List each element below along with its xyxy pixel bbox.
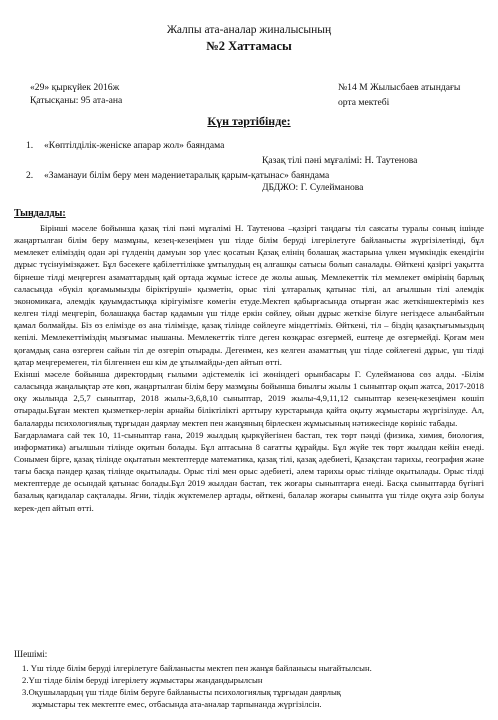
resolution-item: жұмыстары тек мектепте емес, отбасында ата-аналар тарпынанда жүргізілсін. [32,699,322,710]
attendees-count: Қатысқаны: 95 ата-ана [30,95,123,106]
resolution-item: 2.Үш тілде білім беруді ілгерілету жұмыстары жандандырылсын [22,675,263,686]
document-heading: Жалпы ата-аналар жиналысының [166,24,332,36]
resolution-item: 3.Оқушылардың үш тілде білім беруге байланысты психологиялық тұрғыдан даярлық [22,687,342,698]
school-name-line2: орта мектебі [338,97,390,108]
agenda-item-2-number: 2. [26,170,34,181]
listened-title: Тыңдалды: [14,208,66,219]
agenda-item-1-number: 1. [26,140,34,151]
listened-paragraph: Бірінші мәселе бойынша қазақ тілі пәні мұғалімі Н. Таутенова –қазіргі таңдағы тіл саясаты туралы соның ішінде жаңартылған білім беру мазмұны, кезең-кезеңімен үш тілде білім беруді ілгерілетуге байланысты жүргізілетінді, бұл мемлекет еліміздің одан әрі гүлденің дамуын зор үлес қосатын Қазақ елінің болашақ жастарына үлкен мүмкіндік екендігін дұрыс түсінуімізқажет. Бұл бәсекеге қабілеттілікке ұмтылудың ең алғашқы сатысы болып саналады. Өйткені қазіргі уақытта бірнеше тілді меңгерген азаматтардың қай ортада жұмыс істесе де жолы ашық. Мемлекеттік тіл мемлекет өмірінің барлық саласында «бүкіл қоғамымызды біріктіруші» қызметін, орыс тілі ұлтаралық қатынас тілі, ал ағылшын тілі әлемдік экономикаға, әлемдік қауымдастыққа кірігуімізге көмегін етуде.Мектеп қабырғасында отырған жас жеткіншектеріміз кез келген тілді меңгеріп, болашаққа бастар қадамын үш тілде еркін сөйлеу, ойын дұрыс жеткізе білуге негіздесе алынбайтын қамал болмайды. Біз өз елімізде өз ана тілімізде, қазақ тілінде сөйлеуге міндеттіміз. Өйткені, тіл – біздің қазақтығымыздың кепілі. Мемлекеттіміздің мызғымас нышаны. Мемлекеттік тілге деген көзқарас өзгермей, ештеңе де өзгермейді. Қоғам мен қоғамдық сана өзгерген сайын тіл де өзгеріп отырады. Дегенмен, кез келген азаматтың үш тілде сөйлегені дұрыс, үш тілді қатар меңгеремеген, тіл білгеннен еш кім де ұтылмайды-деп айтып өтті. [14,223,484,367]
agenda-item-2-speaker: ДБДЖО: Г. Сулейманова [262,182,364,193]
agenda-item-1-speaker: Қазақ тілі пәні мұғалімі: Н. Таутенова [262,155,418,166]
agenda-title: Күн тәртібінде: [207,114,291,128]
resolution-title: Шешімі: [14,649,48,659]
listened-paragraph: Бағдарламаға сай тек 10, 11-сыныптар ғана, 2019 жылдың қыркүйегінен бастап, тек төрт пәнді (физика, химия, биология, информатика) ағылшын тілінде оқитын болады. Бұл аптасына 8 сағатты құрайды. Бұл жүйе тек төрт жылдан кейін енеді. Сонымен бірге, қазақ тілінде оқытатын мектептерде математика, қазақ тілі, қазақ әдебиеті, Қазақстан тарихы, география және тағы басқа пәндер қазақ тілінде оқытылады. Орыс тілі мен орыс әдебиеті, әлем тарихы орыс тілінде оқытылады. Орыс тілді мектептерде де осындай қатынас болады.Бұл 2019 жылдан бастап, тек жоғары сыныптарға енеді. Басқа сыныптарда бүгінгі базалық қағидалар сақталады. Яғни, тілдік жүктемелер артады, өйткені, балалар жоғары сыныпта үш тілде оқуға әзір болуы керек-деп айтып өтті. [14,429,484,513]
document-title: №2 Хаттамасы [206,39,292,53]
listened-paragraph: Екінші мәселе бойынша директордың ғылыми әдістемелік ісі жөніндегі орынбасары Г. Сулейманова сөз алды. -Білім саласында жаңалықтар әте көп, жаңартылған білім беру мазмұны бойынша биылғы жылы 1 сыныптар оқып жатса, 2017-2018 оқу жылында 2,5,7 сыныптар, 2018 жылы-3,6,8,10 сыныптар, 2019 жылы-4,9,11,12 сыныптар кезең-кезеңімен көшіп отырады.Бұған мектеп қызметкер-лерін арнайы біліктілікті арттыру курстарында қайта оқыту жұмыстары жүргізілуде. Ал, балаларды психологиялық тұрғыдан даярлау мектеп пен жанұяның бірлескен жұмысының нәтижесінде көрініс табады. [14,368,484,428]
resolution-item: 1. Үш тілде білім беруді ілгерілетуге байланысты мектеп пен жанұя байланысы нығайтылсын. [22,663,372,673]
meeting-date: «29» қыркүйек 2016ж [30,82,120,93]
listened-body [14,222,484,514]
agenda-item-2-text: «Заманауи білім беру мен мәдениетаралық қарым-қатынас» баяндама [44,170,330,181]
agenda-item-1-text: «Көптілділік-женіске апарар жол» баяндама [44,140,225,151]
resolution-list [22,662,372,710]
school-name-line1: №14 М Жылысбаев атындағы [338,82,461,93]
